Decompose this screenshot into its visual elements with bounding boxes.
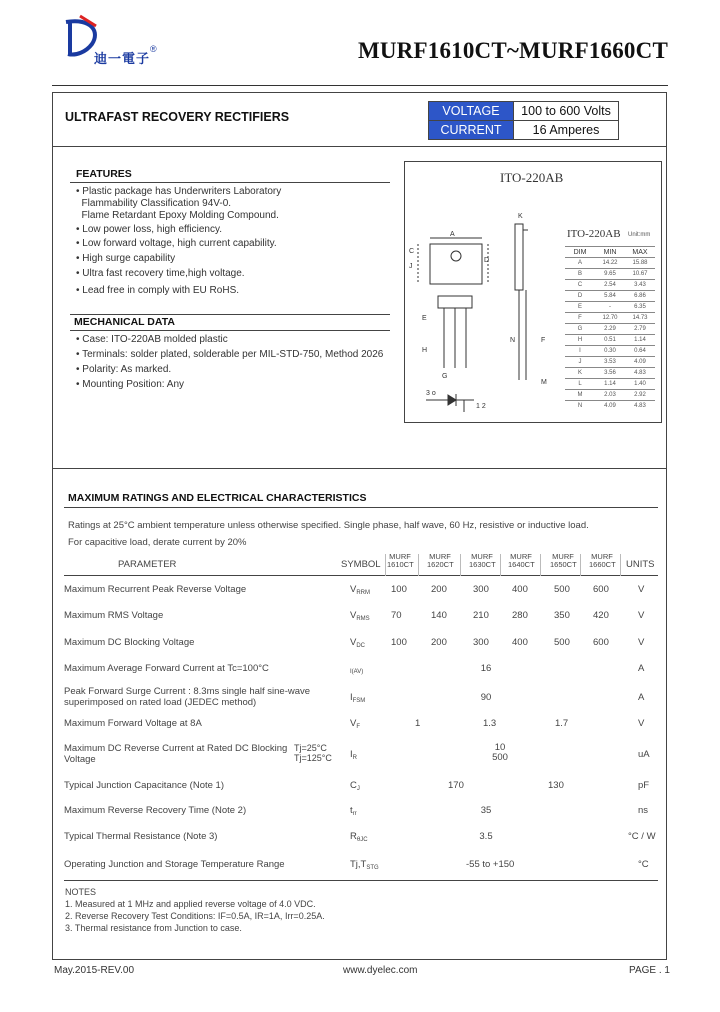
website-link[interactable]: www.dyelec.com <box>343 965 418 976</box>
feature-text: • Plastic package has Underwriters Laboratory <box>76 186 282 197</box>
model-series: MURF <box>510 552 532 561</box>
lead-label: K <box>518 213 523 220</box>
value-cell: 500 <box>554 584 570 595</box>
symbol-sub: RMS <box>356 616 370 622</box>
symbol-sub: J <box>356 786 360 792</box>
dimension-row <box>565 390 655 401</box>
ratings-rule <box>64 507 658 508</box>
voltage-current-table <box>428 101 619 140</box>
dim-cell: 6.86 <box>625 291 655 302</box>
dim-cell: 0.30 <box>595 346 625 357</box>
param-text: superimposed on rated load (JEDEC method) <box>64 697 257 708</box>
model-header <box>469 553 495 569</box>
revision-label: May.2015-REV.00 <box>54 965 135 976</box>
param-text: Maximum Recurrent Peak Reverse Voltage <box>64 584 247 595</box>
symbol-header: SYMBOL <box>341 559 381 570</box>
dim-header: DIM <box>565 247 595 258</box>
dim-cell: A <box>565 258 595 269</box>
lead-label: C <box>409 248 415 255</box>
value-cell: 210 <box>473 610 489 621</box>
param-text: Peak Forward Surge Current : 8.3ms single half sine-wave <box>64 686 311 697</box>
dim-cell: N <box>565 401 595 412</box>
feature-text: • Lead free in comply with EU RoHS. <box>76 285 240 296</box>
dim-cell: 4.09 <box>625 357 655 368</box>
value-cell <box>488 743 512 763</box>
value-cell: 90 <box>480 692 492 703</box>
mechanical-rule-top <box>70 314 390 315</box>
feature-item <box>76 224 222 236</box>
unit-cell: ns <box>638 805 649 816</box>
value-cell: 100 <box>391 584 407 595</box>
unit-cell: V <box>638 637 645 648</box>
symbol-cell <box>350 637 365 649</box>
value-cell: 1.3 <box>483 718 497 729</box>
dim-cell: L <box>565 379 595 390</box>
dim-cell: M <box>565 390 595 401</box>
dim-cell: 1.14 <box>625 335 655 346</box>
dimension-row <box>565 368 655 379</box>
model-header <box>589 553 615 569</box>
value-cell: 1.7 <box>555 718 569 729</box>
ratings-heading: MAXIMUM RATINGS AND ELECTRICAL CHARACTERISTICS <box>68 492 367 504</box>
mechanical-rule <box>70 330 390 331</box>
column-divider <box>385 554 386 576</box>
symbol-sub: I(AV) <box>350 669 364 675</box>
dim-cell: 4.83 <box>625 401 655 412</box>
value-cell: 70 <box>391 610 402 621</box>
value-cell: 300 <box>473 584 489 595</box>
column-divider <box>620 554 621 576</box>
dim-cell: 1.40 <box>625 379 655 390</box>
value-cell: 500 <box>554 637 570 648</box>
model-suffix: 1620CT <box>427 560 454 569</box>
param-text: Voltage <box>64 754 96 765</box>
column-divider <box>580 554 581 576</box>
symbol-main: I <box>350 749 353 760</box>
pin-label: 3 o <box>426 390 436 397</box>
value-cell: 200 <box>431 584 447 595</box>
dimension-row <box>565 335 655 346</box>
param-cell <box>64 780 224 791</box>
dim-cell: 5.84 <box>595 291 625 302</box>
symbol-main: R <box>350 831 357 842</box>
condition-text: Tj=25°C <box>294 743 327 753</box>
column-divider <box>460 554 461 576</box>
page-number: PAGE . 1 <box>629 965 670 976</box>
mechanical-item: • Case: ITO-220AB molded plastic <box>76 334 228 345</box>
symbol-sub: F <box>356 724 361 730</box>
model-series: MURF <box>552 552 574 561</box>
symbol-cell <box>350 584 370 596</box>
param-cell <box>64 805 246 816</box>
unit-cell: V <box>638 610 645 621</box>
column-divider <box>418 554 419 576</box>
symbol-cell <box>350 610 370 622</box>
unit-cell: V <box>638 718 645 729</box>
dimension-row <box>565 302 655 313</box>
symbol-main: Tj,T <box>350 859 367 870</box>
symbol-cell <box>350 780 360 792</box>
feature-item <box>76 285 239 297</box>
symbol-main: C <box>350 780 357 791</box>
feature-text: Flame Retardant Epoxy Molding Compound. <box>76 210 279 221</box>
lead-label: A <box>450 231 455 238</box>
derating-note: For capacitive load, derate current by 20% <box>68 537 247 548</box>
dimension-row <box>565 357 655 368</box>
feature-item <box>76 253 175 265</box>
dim-cell: 12.70 <box>595 313 625 324</box>
symbol-sub: RRM <box>356 590 371 596</box>
model-suffix: 1630CT <box>469 560 496 569</box>
symbol-main: V <box>350 584 357 595</box>
model-series: MURF <box>389 552 411 561</box>
value-cell: 16 <box>480 663 492 674</box>
dim-cell: 4.09 <box>595 401 625 412</box>
value-cell: 280 <box>512 610 528 621</box>
dim-cell: 1.14 <box>595 379 625 390</box>
dim-cell: 2.92 <box>625 390 655 401</box>
spec-row-current <box>429 121 619 140</box>
unit-cell: uA <box>638 749 650 760</box>
dimension-table-title: ITO-220AB <box>567 228 621 240</box>
value-cell: 3.5 <box>479 831 493 842</box>
value-cell: 100 <box>391 637 407 648</box>
mechanical-item: • Terminals: solder plated, solderable per MIL-STD-750, Method 2026 <box>76 349 384 360</box>
feature-text: Flammability Classification 94V-0. <box>76 198 232 209</box>
dim-cell: 0.51 <box>595 335 625 346</box>
mechanical-item: • Mounting Position: Any <box>76 379 185 390</box>
dim-cell: J <box>565 357 595 368</box>
value-cell: 200 <box>431 637 447 648</box>
condition-cell <box>294 743 332 763</box>
symbol-sub: DC <box>356 643 366 649</box>
dim-cell: H <box>565 335 595 346</box>
unit-cell: pF <box>638 780 650 791</box>
notes-block <box>65 886 325 934</box>
dim-cell: 14.22 <box>595 258 625 269</box>
dimension-row <box>565 313 655 324</box>
value-cell: 35 <box>480 805 492 816</box>
dim-cell: 9.65 <box>595 269 625 280</box>
model-header <box>387 553 413 569</box>
unit-cell: °C <box>638 859 649 870</box>
param-text: Typical Junction Capacitance (Note 1) <box>64 780 224 791</box>
mechanical-heading: MECHANICAL DATA <box>74 316 175 328</box>
symbol-main: V <box>350 718 357 729</box>
value-cell: 400 <box>512 584 528 595</box>
section-divider <box>52 468 667 469</box>
param-cell <box>64 743 287 765</box>
package-name: ITO-220AB <box>500 170 564 185</box>
symbol-main: I <box>350 692 353 703</box>
feature-text: • Low power loss, high efficiency. <box>76 224 222 235</box>
product-subtitle: ULTRAFAST RECOVERY RECTIFIERS <box>65 110 290 124</box>
lead-label: H <box>422 347 428 354</box>
dim-cell: 2.03 <box>595 390 625 401</box>
dim-cell: 10.67 <box>625 269 655 280</box>
feature-text: • Ultra fast recovery time,high voltage. <box>76 268 245 279</box>
unit-cell: °C / W <box>628 831 656 842</box>
registered-mark: ® <box>150 44 157 54</box>
value-cell: 130 <box>548 780 564 791</box>
param-cell <box>64 637 194 648</box>
lead-label: F <box>541 337 546 344</box>
param-text: Maximum Average Forward Current at Tc=100°C <box>64 663 269 674</box>
symbol-cell <box>350 831 368 843</box>
ratings-note: Ratings at 25°C ambient temperature unless otherwise specified. Single phase, half wave, 60 Hz, resistive or inductive load. <box>68 520 589 531</box>
features-rule <box>70 182 390 183</box>
dim-cell: I <box>565 346 595 357</box>
value-cell: 350 <box>554 610 570 621</box>
model-series: MURF <box>471 552 493 561</box>
model-suffix: 1610CT <box>387 560 414 569</box>
symbol-cell <box>350 749 357 761</box>
note-item: 1. Measured at 1 MHz and applied reverse voltage of 4.0 VDC. <box>65 899 316 909</box>
dim-cell: G <box>565 324 595 335</box>
symbol-sub: FSM <box>352 698 366 704</box>
feature-item <box>76 268 245 280</box>
package-drawing <box>404 190 564 420</box>
symbol-main: t <box>350 805 353 816</box>
symbol-sub: R <box>352 755 357 761</box>
lead-label: D <box>484 257 490 264</box>
features-heading: FEATURES <box>76 168 132 180</box>
param-cell <box>64 610 163 621</box>
dimension-row <box>565 291 655 302</box>
param-text: Maximum Reverse Recovery Time (Note 2) <box>64 805 247 816</box>
dim-cell: - <box>595 302 625 313</box>
symbol-sub: rr <box>352 811 357 817</box>
param-text: Maximum Forward Voltage at 8A <box>64 718 202 729</box>
part-number-title: MURF1610CT~MURF1660CT <box>357 38 668 63</box>
symbol-cell <box>350 692 365 704</box>
lead-label: J <box>409 263 413 270</box>
symbol-sub: θJC <box>356 837 368 843</box>
model-suffix: 1660CT <box>589 560 616 569</box>
dimension-row <box>565 258 655 269</box>
dim-cell: 2.79 <box>625 324 655 335</box>
param-text: Maximum DC Reverse Current at Rated DC Blocking <box>64 743 288 754</box>
param-cell <box>64 686 310 708</box>
model-suffix: 1640CT <box>508 560 535 569</box>
mechanical-item: • Polarity: As marked. <box>76 364 172 375</box>
unit-cell: A <box>638 663 645 674</box>
units-header: UNITS <box>626 559 655 570</box>
value-cell: 300 <box>473 637 489 648</box>
value-cell: 170 <box>448 780 464 791</box>
dimension-unit: Unit:mm <box>628 232 651 238</box>
dimension-table <box>565 246 655 411</box>
header-rule <box>52 85 668 86</box>
model-suffix: 1650CT <box>550 560 577 569</box>
symbol-cell <box>350 805 357 817</box>
note-item: 3. Thermal resistance from Junction to case. <box>65 923 242 933</box>
column-divider <box>500 554 501 576</box>
dim-header: MAX <box>625 247 655 258</box>
dim-cell: C <box>565 280 595 291</box>
value-cell: 400 <box>512 637 528 648</box>
note-item: 2. Reverse Recovery Test Conditions: IF=0.5A, IR=1A, Irr=0.25A. <box>65 911 325 921</box>
dim-cell: 15.88 <box>625 258 655 269</box>
dimension-row <box>565 280 655 291</box>
dimension-row <box>565 346 655 357</box>
spec-key: CURRENT <box>429 121 514 140</box>
dim-header: MIN <box>595 247 625 258</box>
param-cell <box>64 663 269 674</box>
dimension-header-row <box>565 247 655 258</box>
dim-cell: 3.53 <box>595 357 625 368</box>
feature-item <box>76 238 277 250</box>
dim-cell: F <box>565 313 595 324</box>
feature-item <box>76 186 281 222</box>
param-cell <box>64 831 217 842</box>
unit-cell: A <box>638 692 645 703</box>
spec-row-voltage <box>429 102 619 121</box>
lead-label: N <box>510 337 516 344</box>
symbol-cell <box>350 663 363 675</box>
dim-cell: 14.73 <box>625 313 655 324</box>
value-cell: 420 <box>593 610 609 621</box>
dim-cell: 6.35 <box>625 302 655 313</box>
param-cell <box>64 584 246 595</box>
company-name-cn: 迪一電子 <box>94 52 151 67</box>
value-cell: -55 to +150 <box>466 859 515 870</box>
value-cell: 140 <box>431 610 447 621</box>
spec-value: 100 to 600 Volts <box>514 102 619 121</box>
param-cell <box>64 859 285 870</box>
value-cell: 1 <box>415 718 421 729</box>
section-divider <box>52 146 667 147</box>
value-text: 10 <box>494 742 506 753</box>
pin-label: 1 2 <box>476 403 486 410</box>
param-text: Operating Junction and Storage Temperature Range <box>64 859 285 870</box>
model-header <box>508 553 534 569</box>
unit-cell: V <box>638 584 645 595</box>
spec-key: VOLTAGE <box>429 102 514 121</box>
dim-cell: 4.83 <box>625 368 655 379</box>
dim-cell: 3.56 <box>595 368 625 379</box>
model-series: MURF <box>429 552 451 561</box>
dimension-row <box>565 401 655 412</box>
condition-text: Tj=125°C <box>294 753 332 763</box>
dimension-row <box>565 324 655 335</box>
value-text: 500 <box>492 752 508 763</box>
feature-text: • High surge capability <box>76 253 176 264</box>
symbol-cell <box>350 859 379 871</box>
dim-cell: D <box>565 291 595 302</box>
notes-title: NOTES <box>65 887 97 897</box>
spec-value: 16 Amperes <box>514 121 619 140</box>
value-cell: 600 <box>593 637 609 648</box>
symbol-cell <box>350 718 360 730</box>
dimension-row <box>565 269 655 280</box>
lead-label: M <box>541 379 547 386</box>
feature-text: • Low forward voltage, high current capability. <box>76 238 277 249</box>
model-header <box>427 553 453 569</box>
param-text: Typical Thermal Resistance (Note 3) <box>64 831 218 842</box>
symbol-main: V <box>350 610 357 621</box>
model-header <box>550 553 576 569</box>
header-rule <box>64 575 658 576</box>
column-divider <box>540 554 541 576</box>
lead-label: G <box>442 373 448 380</box>
dim-cell: 3.43 <box>625 280 655 291</box>
table-bottom-rule <box>64 880 658 881</box>
symbol-main: V <box>350 637 357 648</box>
dim-cell: 2.29 <box>595 324 625 335</box>
param-cell <box>64 718 202 729</box>
dim-cell: K <box>565 368 595 379</box>
dim-cell: E <box>565 302 595 313</box>
lead-label: E <box>422 315 427 322</box>
param-header: PARAMETER <box>118 559 177 570</box>
symbol-sub: STG <box>366 865 379 871</box>
dim-cell: 2.54 <box>595 280 625 291</box>
param-text: Maximum RMS Voltage <box>64 610 164 621</box>
param-text: Maximum DC Blocking Voltage <box>64 637 195 648</box>
model-series: MURF <box>591 552 613 561</box>
dim-cell: 0.64 <box>625 346 655 357</box>
dim-cell: B <box>565 269 595 280</box>
value-cell: 600 <box>593 584 609 595</box>
dimension-row <box>565 379 655 390</box>
